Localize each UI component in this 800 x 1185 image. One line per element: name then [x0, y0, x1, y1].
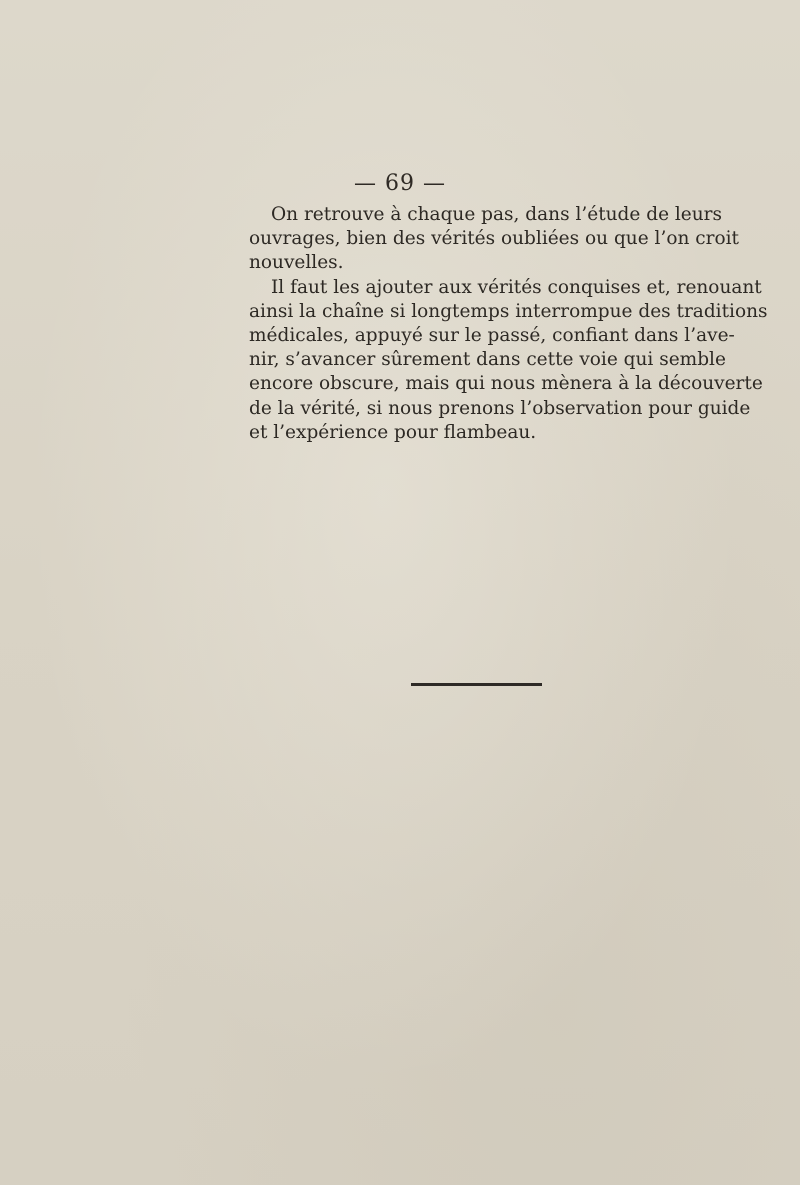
- text-line: On retrouve à chaque pas, dans l’étude de leurs: [271, 204, 723, 225]
- text-line: encore obscure, mais qui nous mènera à la découverte: [249, 373, 763, 395]
- section-end-rule: [411, 683, 542, 686]
- text-line: et l’expérience pour flambeau.: [249, 421, 537, 443]
- text-line: de la vérité, si nous prenons l’observation pour guide: [249, 397, 751, 419]
- text-line: nir, s’avancer sûrement dans cette voie qui semble: [249, 349, 726, 371]
- text-line: nouvelles.: [249, 252, 344, 274]
- text-line: ouvrages, bien des vérités oubliées ou que l’on croit: [249, 228, 739, 250]
- paragraph-1: [249, 203, 739, 276]
- text-line: ainsi la chaîne si longtemps interrompue des traditions: [249, 300, 768, 322]
- text-line: Il faut les ajouter aux vérités conquises et, renouant: [271, 276, 762, 298]
- body-text: [249, 203, 768, 445]
- page-number: — 69 —: [354, 171, 446, 196]
- text-line: médicales, appuyé sur le passé, confiant dans l’ave-: [249, 325, 735, 347]
- paragraph-2: [249, 276, 768, 445]
